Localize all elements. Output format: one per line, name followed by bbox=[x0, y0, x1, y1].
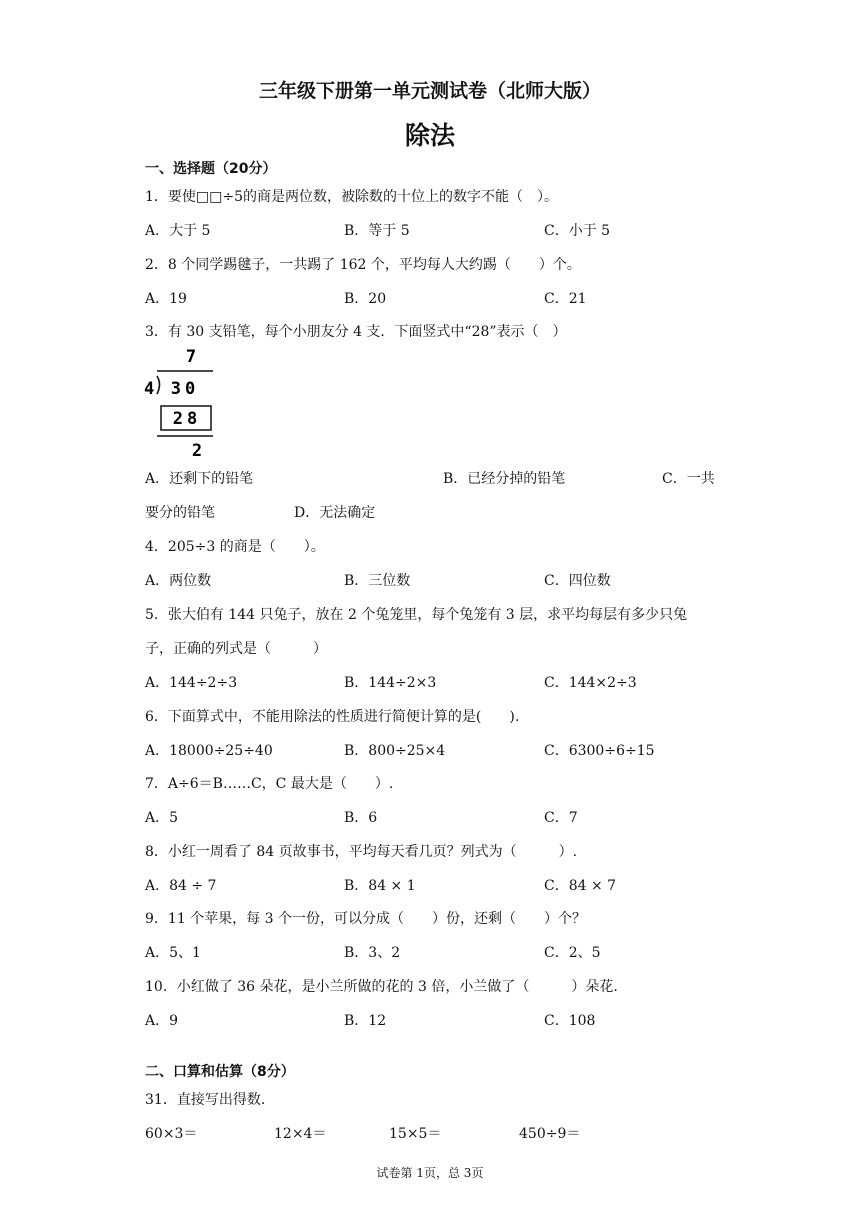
q4-option-b: B．三位数 bbox=[344, 573, 411, 589]
question-31: 31．直接写出得数. bbox=[145, 1092, 266, 1108]
q6-option-c: C．6300÷6÷15 bbox=[544, 743, 655, 759]
ld-remainder: 2 bbox=[191, 441, 203, 461]
q8-option-a: A．84 ÷ 7 bbox=[145, 878, 217, 894]
ld-dividend: 30 bbox=[170, 379, 200, 399]
q7-option-a: A．5 bbox=[145, 810, 179, 826]
q9-option-b: B．3、2 bbox=[344, 945, 401, 961]
q3-option-c-cont: 要分的铅笔 bbox=[145, 505, 215, 521]
exam-title: 三年级下册第一单元测试卷（北师大版） bbox=[258, 80, 601, 102]
q4-option-a: A．两位数 bbox=[145, 573, 212, 589]
q10-option-c: C．108 bbox=[544, 1013, 596, 1029]
ld-product: 28 bbox=[172, 409, 202, 429]
question-9: 9．11 个苹果，每 3 个一份，可以分成（ ）份，还剩（ ）个？ bbox=[145, 911, 586, 927]
calc-item-3: 15×5＝ bbox=[389, 1126, 442, 1142]
q7-option-b: B．6 bbox=[344, 810, 378, 826]
q2-option-b: B．20 bbox=[344, 291, 387, 307]
q2-option-c: C．21 bbox=[544, 291, 587, 307]
question-4: 4．205÷3 的商是（ ）。 bbox=[145, 539, 325, 555]
q1-option-b: B．等于 5 bbox=[344, 223, 410, 239]
q4-option-c: C．四位数 bbox=[544, 573, 611, 589]
q1-option-c: C．小于 5 bbox=[544, 223, 611, 239]
question-5-cont: 子，正确的列式是（ ） bbox=[145, 641, 327, 657]
q7-option-c: C．7 bbox=[544, 810, 578, 826]
q5-option-a: A．144÷2÷3 bbox=[145, 675, 238, 691]
long-division-figure bbox=[140, 344, 220, 464]
q5-option-c: C．144×2÷3 bbox=[544, 675, 637, 691]
q10-option-a: A．9 bbox=[145, 1013, 179, 1029]
q6-option-a: A．18000÷25÷40 bbox=[145, 743, 273, 759]
q8-option-b: B．84 × 1 bbox=[344, 878, 416, 894]
q3-option-c: C．一共 bbox=[662, 471, 715, 487]
calc-item-2: 12×4＝ bbox=[274, 1126, 327, 1142]
question-7: 7．A÷6＝B……C，C 最大是（ ）. bbox=[145, 776, 394, 792]
ld-quotient: 7 bbox=[185, 347, 197, 367]
q9-option-c: C．2、5 bbox=[544, 945, 601, 961]
q6-option-b: B．800÷25×4 bbox=[344, 743, 446, 759]
calc-item-4: 450÷9＝ bbox=[519, 1126, 581, 1142]
question-6: 6．下面算式中，不能用除法的性质进行简便计算的是( ). bbox=[145, 709, 520, 725]
calc-item-1: 60×3＝ bbox=[145, 1126, 198, 1142]
question-1: 1．要使□□÷5的商是两位数，被除数的十位上的数字不能（ ）。 bbox=[145, 189, 558, 205]
section2-heading: 二、口算和估算（8分） bbox=[145, 1064, 295, 1080]
q3-option-b: B．已经分掉的铅笔 bbox=[443, 471, 566, 487]
q8-option-c: C．84 × 7 bbox=[544, 878, 617, 894]
ld-divisor: 4 bbox=[144, 379, 155, 399]
q10-option-b: B．12 bbox=[344, 1013, 387, 1029]
q2-option-a: A．19 bbox=[145, 291, 187, 307]
question-10: 10．小红做了 36 朵花，是小兰所做的花的 3 倍，小兰做了（ ）朵花. bbox=[145, 979, 618, 995]
question-3: 3．有 30 支铅笔，每个小朋友分 4 支．下面竖式中“28”表示（ ） bbox=[145, 324, 567, 340]
q5-option-b: B．144÷2×3 bbox=[344, 675, 437, 691]
q3-option-d: D．无法确定 bbox=[294, 505, 376, 521]
q9-option-a: A．5、1 bbox=[145, 945, 201, 961]
question-2: 2．8 个同学踢毽子，一共踢了 162 个，平均每人大约踢（ ）个。 bbox=[145, 257, 581, 273]
question-8: 8．小红一周看了 84 页故事书，平均每天看几页？列式为（ ）. bbox=[145, 844, 578, 860]
page-footer: 试卷第 1页，总 3页 bbox=[376, 1166, 484, 1180]
section1-heading: 一、选择题（20分） bbox=[145, 161, 277, 177]
q3-option-a: A．还剩下的铅笔 bbox=[145, 471, 254, 487]
q1-option-a: A．大于 5 bbox=[145, 223, 211, 239]
question-5: 5．张大伯有 144 只兔子，放在 2 个兔笼里，每个兔笼有 3 层，求平均每层有多少只兔 bbox=[145, 607, 688, 623]
exam-subtitle: 除法 bbox=[404, 121, 455, 150]
